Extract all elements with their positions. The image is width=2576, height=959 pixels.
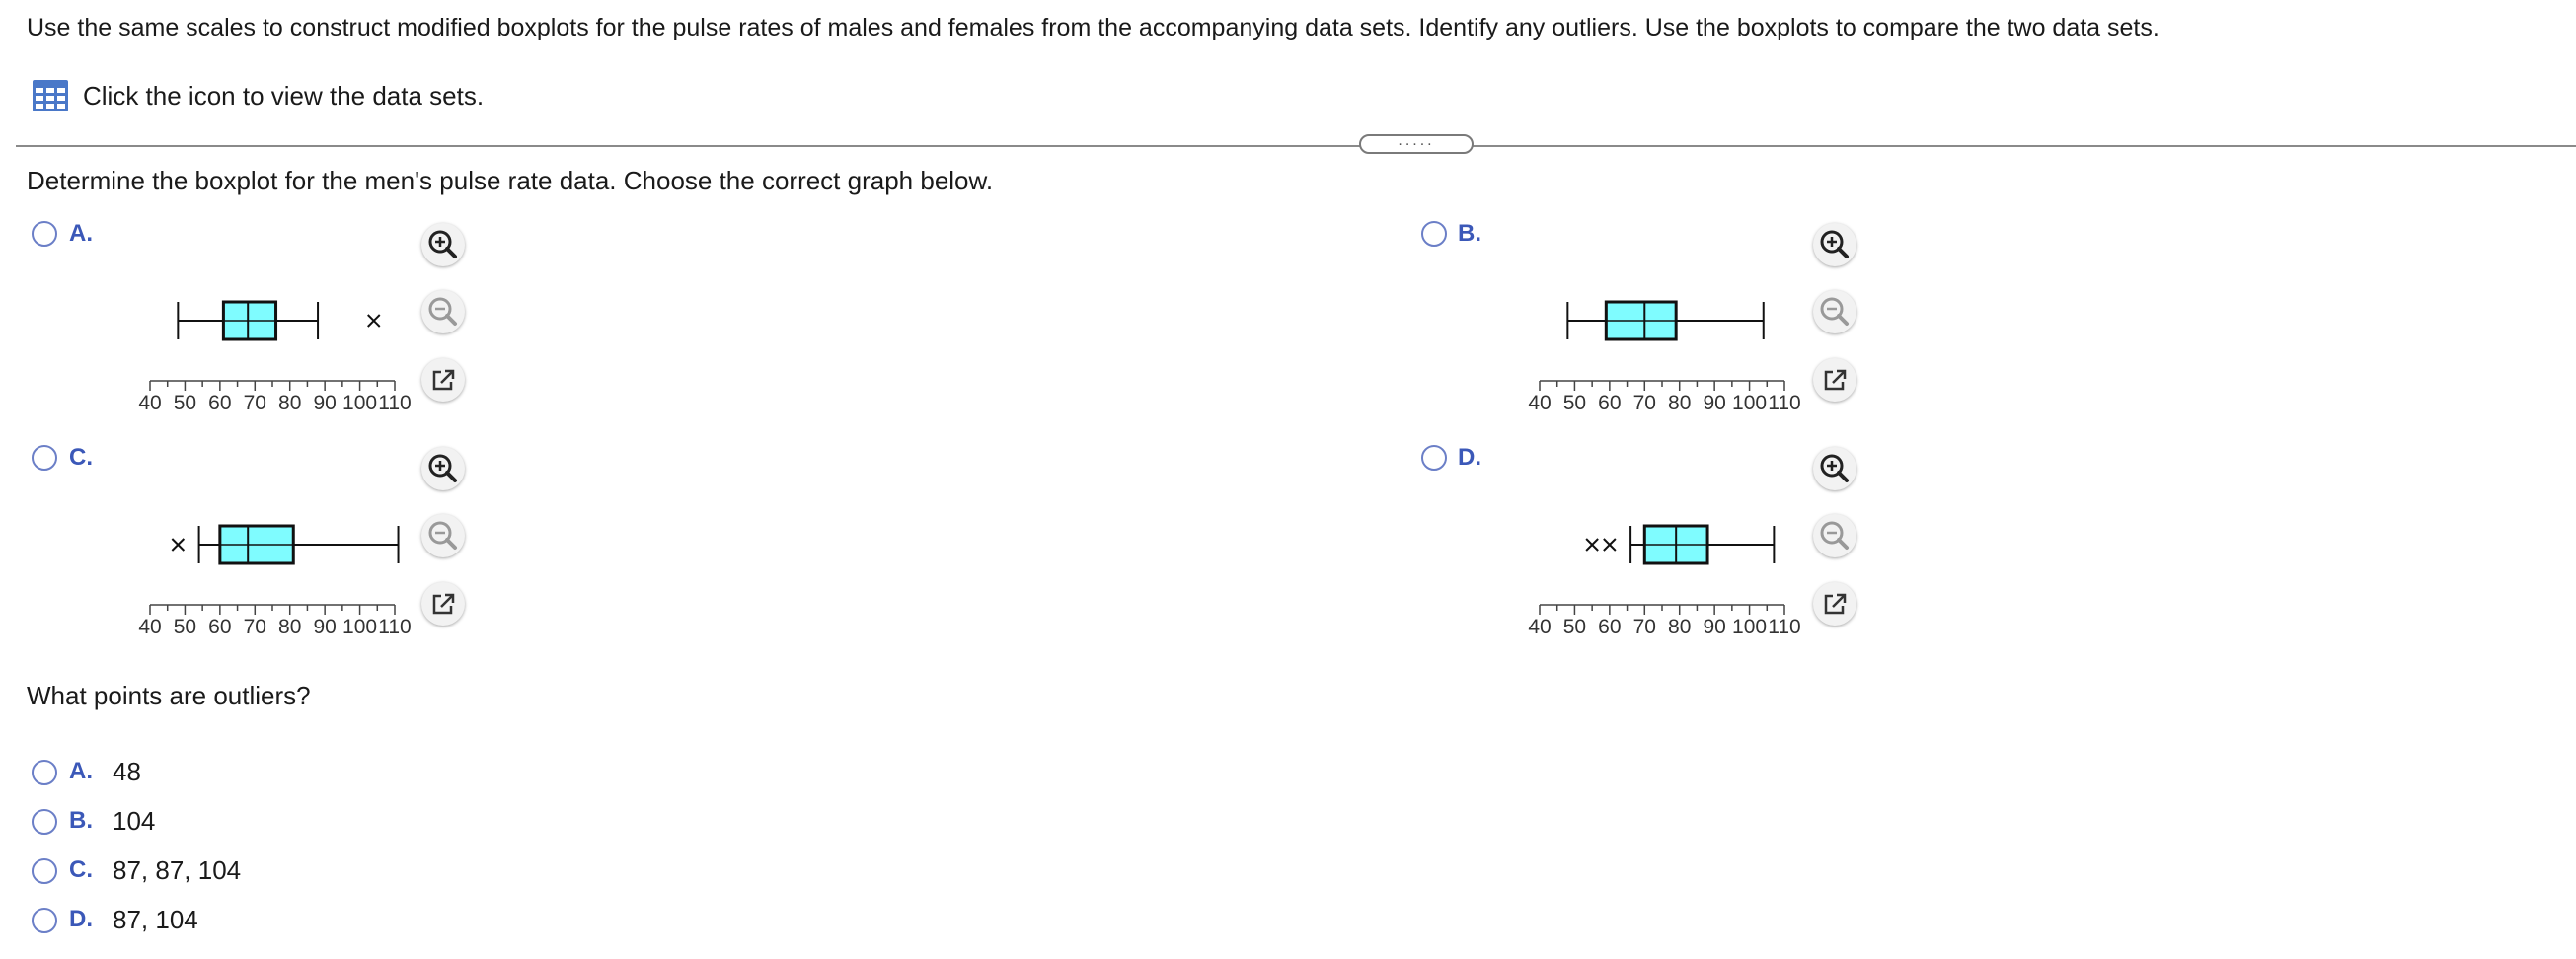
outlier-mark [1604, 539, 1616, 551]
zoom-out-icon [1813, 514, 1856, 557]
outlier-option-a-value: 48 [113, 757, 141, 786]
outlier-mark [1586, 539, 1598, 551]
zoom-out-icon [421, 290, 465, 333]
outlier-option-c-value: 87, 87, 104 [113, 855, 242, 885]
boxplot-option-d-chart [1518, 510, 1814, 648]
option-b-zoom-out-button[interactable] [1813, 290, 1856, 333]
axis-tick-label: 100 [1732, 392, 1768, 414]
outlier-mark [172, 539, 184, 551]
zoom-in-icon [421, 223, 465, 266]
view-datasets-link[interactable] [32, 79, 484, 112]
option-b-popout-button[interactable] [1813, 358, 1856, 402]
boxplot-option-a-chart [128, 286, 424, 424]
zoom-in-icon [1813, 223, 1856, 266]
axis-tick-label: 60 [208, 392, 232, 414]
axis-tick-label: 50 [173, 392, 197, 414]
boxplot-option-c-radio[interactable] [32, 445, 57, 471]
zoom-in-icon [1813, 447, 1856, 490]
axis-tick-label: 110 [378, 392, 412, 414]
boxplot-option-a-letter: A. [69, 220, 93, 247]
boxplot-option-c-chart [128, 510, 424, 648]
axis-tick-label: 40 [1528, 392, 1552, 414]
option-c-zoom-out-button[interactable] [421, 514, 465, 557]
boxplot-option-b-letter: B. [1458, 220, 1481, 247]
option-c-popout-button[interactable] [421, 582, 465, 626]
axis-tick-label: 90 [313, 392, 337, 414]
section-divider [16, 145, 2576, 147]
popout-icon [1813, 582, 1856, 626]
view-datasets-label[interactable]: Click the icon to view the data sets. [83, 80, 485, 111]
outlier-option-a-letter: A. [69, 758, 93, 784]
outlier-option-a-radio[interactable] [32, 760, 57, 785]
boxplot-option-d-radio[interactable] [1421, 445, 1447, 471]
outlier-option-d-value: 87, 104 [113, 905, 198, 934]
zoom-in-icon [421, 447, 465, 490]
question-boxplot: Determine the boxplot for the men's pulse rate data. Choose the correct graph below. [27, 166, 994, 195]
axis-tick-label: 50 [1562, 392, 1587, 414]
axis-tick-label: 40 [1528, 616, 1552, 638]
boxplot-option-b-chart [1518, 286, 1814, 424]
axis-tick-label: 110 [378, 616, 412, 638]
boxplot-option-b-radio[interactable] [1421, 221, 1447, 247]
option-d-popout-button[interactable] [1813, 582, 1856, 626]
axis-tick-label: 40 [138, 616, 162, 638]
divider-handle[interactable]: ..... [1359, 134, 1474, 154]
boxplot-option-a-radio[interactable] [32, 221, 57, 247]
popout-icon [1813, 358, 1856, 402]
option-a-zoom-in-button[interactable] [421, 223, 465, 266]
outlier-mark [368, 315, 380, 327]
axis-tick-label: 70 [1632, 392, 1656, 414]
axis-tick-label: 70 [243, 392, 266, 414]
axis-tick-label: 60 [208, 616, 232, 638]
axis-tick-label: 70 [1632, 616, 1656, 638]
outlier-option-b-radio[interactable] [32, 809, 57, 835]
axis-tick-label: 60 [1598, 392, 1622, 414]
axis-tick-label: 100 [1732, 616, 1768, 638]
question-outliers: What points are outliers? [27, 681, 311, 710]
boxplot-option-d-letter: D. [1458, 444, 1481, 471]
option-b-zoom-in-button[interactable] [1813, 223, 1856, 266]
option-d-zoom-out-button[interactable] [1813, 514, 1856, 557]
popout-icon [421, 582, 465, 626]
axis-tick-label: 80 [278, 616, 302, 638]
option-a-zoom-out-button[interactable] [421, 290, 465, 333]
axis-tick-label: 90 [1703, 392, 1726, 414]
outlier-option-d-letter: D. [69, 906, 93, 932]
axis-tick-label: 80 [1668, 616, 1692, 638]
axis-tick-label: 110 [1768, 392, 1801, 414]
outlier-option-d-radio[interactable] [32, 908, 57, 933]
table-grid-icon[interactable] [32, 79, 69, 112]
axis-tick-label: 40 [138, 392, 162, 414]
axis-tick-label: 110 [1768, 616, 1801, 638]
zoom-out-icon [1813, 290, 1856, 333]
option-d-zoom-in-button[interactable] [1813, 447, 1856, 490]
boxplot-option-c-letter: C. [69, 444, 93, 471]
option-c-zoom-in-button[interactable] [421, 447, 465, 490]
popout-icon [421, 358, 465, 402]
option-a-popout-button[interactable] [421, 358, 465, 402]
axis-tick-label: 60 [1598, 616, 1622, 638]
instructions-text: Use the same scales to construct modified boxplots for the pulse rates of males and females from the accompanying data sets. Identify any outliers. Use the boxplots to compare the two data sets. [27, 14, 2159, 41]
axis-tick-label: 100 [342, 616, 378, 638]
outlier-option-b-letter: B. [69, 807, 93, 834]
axis-tick-label: 100 [342, 392, 378, 414]
outlier-option-b-value: 104 [113, 806, 156, 836]
zoom-out-icon [421, 514, 465, 557]
axis-tick-label: 70 [243, 616, 266, 638]
axis-tick-label: 80 [1668, 392, 1692, 414]
axis-tick-label: 50 [1562, 616, 1587, 638]
outlier-option-c-radio[interactable] [32, 858, 57, 884]
axis-tick-label: 50 [173, 616, 197, 638]
axis-tick-label: 90 [313, 616, 337, 638]
axis-tick-label: 90 [1703, 616, 1726, 638]
axis-tick-label: 80 [278, 392, 302, 414]
outlier-option-c-letter: C. [69, 856, 93, 883]
